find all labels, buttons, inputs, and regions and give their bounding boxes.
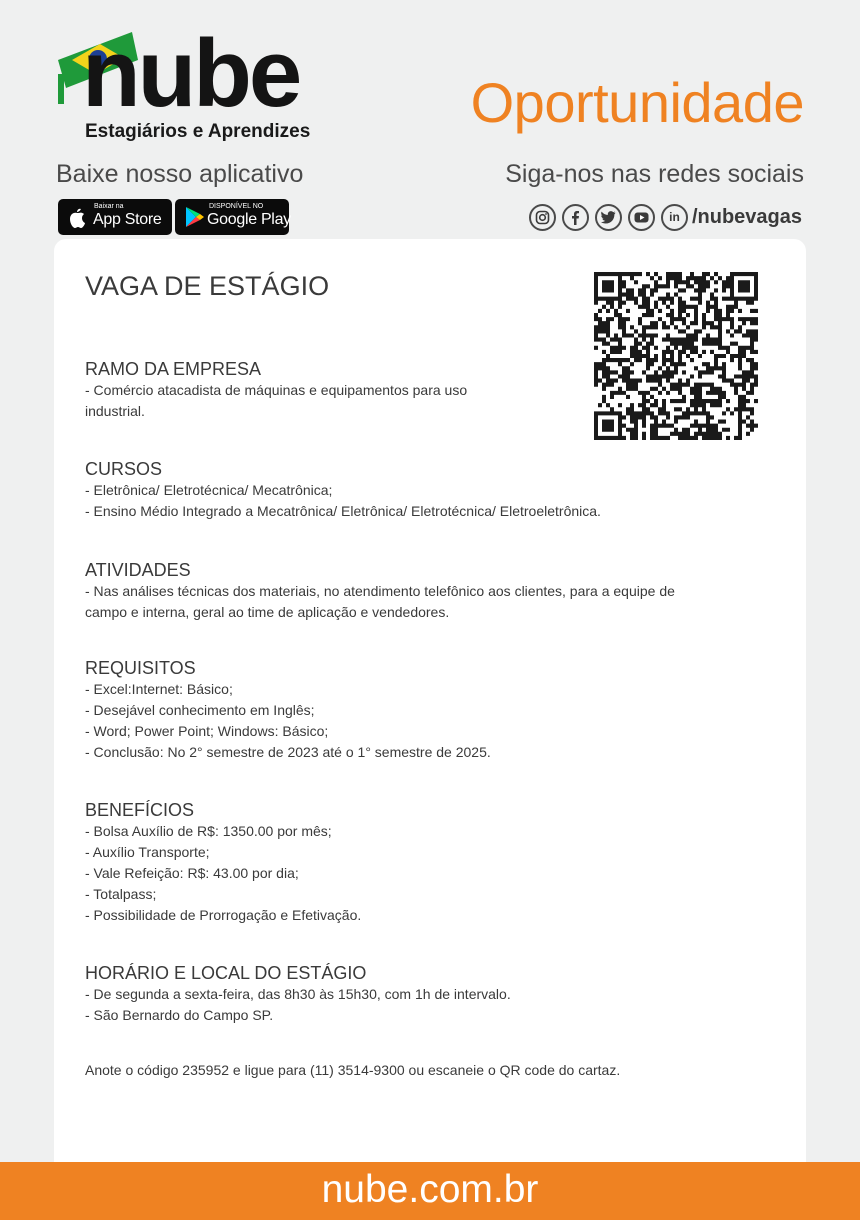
google-play-label: Google Play (207, 211, 291, 228)
section-line: campo e interna, geral ao time de aplicação e vendedores. (85, 604, 450, 620)
job-card (54, 239, 806, 1169)
section-requisitos (85, 657, 765, 763)
section-horario-local (85, 962, 765, 1026)
section-heading: REQUISITOS (85, 658, 196, 678)
section-line: - Ensino Médio Integrado a Mecatrônica/ Eletrônica/ Eletrotécnica/ Eletroeletrônica. (85, 503, 601, 519)
section-line: industrial. (85, 403, 145, 419)
section-ramo (85, 358, 765, 422)
youtube-icon[interactable] (628, 204, 655, 231)
google-play-icon (183, 205, 205, 229)
section-line: - Totalpass; (85, 886, 157, 902)
section-line: - Conclusão: No 2° semestre de 2023 até o 1° semestre de 2025. (85, 744, 491, 760)
section-heading: RAMO DA EMPRESA (85, 359, 262, 379)
website-link[interactable]: nube.com.br (321, 1168, 539, 1211)
section-line: - Vale Refeição: R$: 43.00 por dia; (85, 865, 299, 881)
app-download-label: Baixe nosso aplicativo (56, 160, 304, 188)
social-handle[interactable]: /nubevagas (691, 205, 802, 228)
social-label: Siga-nos nas redes sociais (505, 160, 804, 188)
job-title: VAGA DE ESTÁGIO (85, 271, 330, 301)
section-line: - Bolsa Auxílio de R$: 1350.00 por mês; (85, 823, 332, 839)
apple-icon (66, 205, 88, 229)
logo-subtitle: Estagiários e Aprendizes (85, 121, 311, 142)
app-store-label: App Store (93, 211, 162, 228)
app-store-button[interactable] (58, 199, 172, 235)
linkedin-icon[interactable]: in (661, 204, 688, 231)
google-play-button[interactable] (175, 199, 289, 235)
section-line: - Possibilidade de Prorrogação e Efetivação. (85, 907, 362, 923)
social-links (529, 201, 802, 233)
section-line: - Word; Power Point; Windows: Básico; (85, 723, 329, 739)
instagram-icon[interactable] (529, 204, 556, 231)
headline: Oportunidade (470, 71, 804, 134)
section-line: - Desejável conhecimento em Inglês; (85, 702, 315, 718)
facebook-icon[interactable] (562, 204, 589, 231)
section-heading: BENEFÍCIOS (85, 800, 195, 820)
section-atividades (85, 559, 765, 623)
section-line: - São Bernardo do Campo SP. (85, 1007, 274, 1023)
section-heading: CURSOS (85, 459, 163, 479)
section-line: - De segunda a sexta-feira, das 8h30 às 15h30, com 1h de intervalo. (85, 986, 511, 1002)
app-store-small-text: Baixar na (94, 203, 124, 210)
section-line: - Auxílio Transporte; (85, 844, 210, 860)
nube-logo (52, 20, 332, 148)
section-cursos (85, 458, 765, 522)
section-line: - Nas análises técnicas dos materiais, no atendimento telefônico aos clientes, para a equipe de (85, 583, 675, 599)
logo-wordmark: nube (82, 20, 300, 127)
google-play-small-text: DISPONÍVEL NO (209, 203, 264, 210)
section-heading: ATIVIDADES (85, 560, 191, 580)
contact-note: Anote o código 235952 e ligue para (11) 3514-9300 ou escaneie o QR code do cartaz. (85, 1062, 621, 1078)
section-heading: HORÁRIO E LOCAL DO ESTÁGIO (85, 963, 367, 983)
section-line: - Excel:Internet: Básico; (85, 681, 233, 697)
section-line: - Comércio atacadista de máquinas e equipamentos para uso (85, 382, 468, 398)
twitter-icon[interactable] (595, 204, 622, 231)
section-line: - Eletrônica/ Eletrotécnica/ Mecatrônica; (85, 482, 333, 498)
footer-bar (0, 1162, 860, 1220)
section-beneficios (85, 799, 765, 926)
